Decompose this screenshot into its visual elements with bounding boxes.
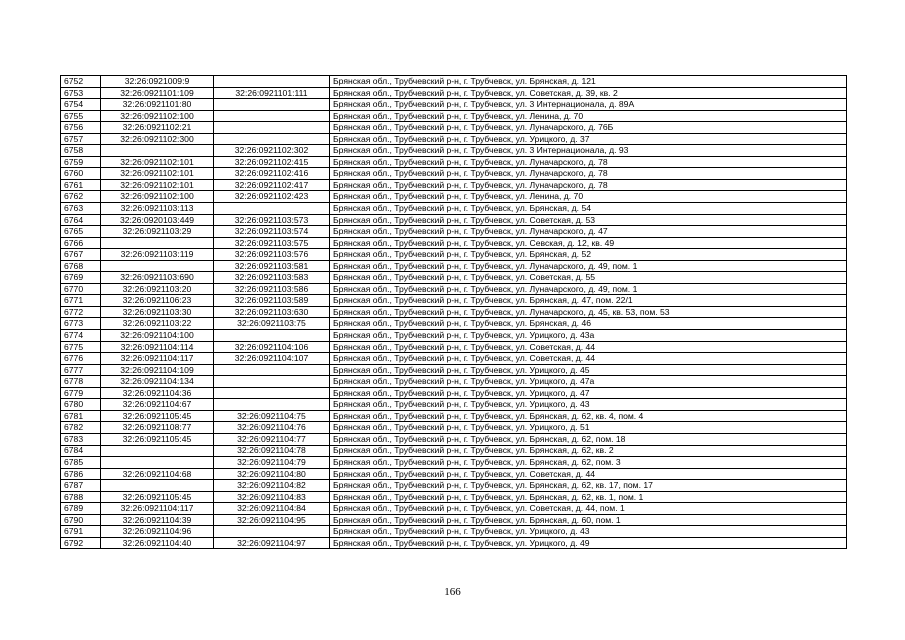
row-number-cell: 6791 xyxy=(61,526,101,538)
address-cell: Брянская обл., Трубчевский р-н, г. Трубчевск, ул. Брянская, д. 54 xyxy=(330,203,847,215)
address-cell: Брянская обл., Трубчевский р-н, г. Трубчевск, ул. Урицкого, д. 51 xyxy=(330,422,847,434)
table-row xyxy=(61,330,847,342)
table-row xyxy=(61,433,847,445)
address-cell: Брянская обл., Трубчевский р-н, г. Трубчевск, ул. Урицкого, д. 49 xyxy=(330,537,847,549)
cadastral-number-object-cell xyxy=(214,399,330,411)
cadastral-number-object-cell: 32:26:0921101:111 xyxy=(214,87,330,99)
cadastral-number-parcel-cell xyxy=(101,457,214,469)
address-cell: Брянская обл., Трубчевский р-н, г. Трубчевск, ул. Урицкого, д. 43а xyxy=(330,330,847,342)
address-cell: Брянская обл., Трубчевский р-н, г. Трубчевск, ул. Урицкого, д. 47а xyxy=(330,376,847,388)
cadastral-number-parcel-cell: 32:26:0921009:9 xyxy=(101,76,214,88)
cadastral-number-object-cell xyxy=(214,99,330,111)
row-number-cell: 6754 xyxy=(61,99,101,111)
cadastral-number-parcel-cell: 32:26:0921102:101 xyxy=(101,156,214,168)
cadastral-number-parcel-cell: 32:26:0921104:40 xyxy=(101,537,214,549)
cadastral-number-object-cell: 32:26:0921103:574 xyxy=(214,226,330,238)
cadastral-number-object-cell xyxy=(214,330,330,342)
address-cell: Брянская обл., Трубчевский р-н, г. Трубчевск, ул. Урицкого, д. 37 xyxy=(330,133,847,145)
table-row xyxy=(61,110,847,122)
address-cell: Брянская обл., Трубчевский р-н, г. Трубчевск, ул. Советская, д. 44, пом. 1 xyxy=(330,503,847,515)
cadastral-number-parcel-cell: 32:26:0921102:300 xyxy=(101,133,214,145)
address-cell: Брянская обл., Трубчевский р-н, г. Трубчевск, ул. Луначарского, д. 47 xyxy=(330,226,847,238)
table-row xyxy=(61,168,847,180)
cadastral-number-object-cell: 32:26:0921104:97 xyxy=(214,537,330,549)
address-cell: Брянская обл., Трубчевский р-н, г. Трубчевск, ул. Брянская, д. 62, кв. 17, пом. 17 xyxy=(330,480,847,492)
row-number-cell: 6785 xyxy=(61,457,101,469)
cadastral-number-object-cell: 32:26:0921103:576 xyxy=(214,249,330,261)
table-row xyxy=(61,341,847,353)
table-row xyxy=(61,214,847,226)
property-table xyxy=(60,75,847,549)
table-row xyxy=(61,364,847,376)
table-row xyxy=(61,410,847,422)
cadastral-number-parcel-cell: 32:26:0921102:100 xyxy=(101,191,214,203)
address-cell: Брянская обл., Трубчевский р-н, г. Трубчевск, ул. Урицкого, д. 43 xyxy=(330,526,847,538)
cadastral-number-object-cell xyxy=(214,203,330,215)
cadastral-number-parcel-cell xyxy=(101,237,214,249)
row-number-cell: 6776 xyxy=(61,353,101,365)
row-number-cell: 6787 xyxy=(61,480,101,492)
cadastral-number-parcel-cell: 32:26:0921104:117 xyxy=(101,353,214,365)
cadastral-number-parcel-cell: 32:26:0921104:39 xyxy=(101,514,214,526)
cadastral-number-object-cell xyxy=(214,110,330,122)
cadastral-number-parcel-cell xyxy=(101,260,214,272)
cadastral-number-parcel-cell xyxy=(101,145,214,157)
address-cell: Брянская обл., Трубчевский р-н, г. Трубчевск, ул. Советская, д. 44 xyxy=(330,353,847,365)
cadastral-number-object-cell xyxy=(214,76,330,88)
row-number-cell: 6755 xyxy=(61,110,101,122)
table-row xyxy=(61,145,847,157)
cadastral-number-object-cell xyxy=(214,364,330,376)
address-cell: Брянская обл., Трубчевский р-н, г. Трубчевск, ул. Советская, д. 39, кв. 2 xyxy=(330,87,847,99)
cadastral-number-object-cell: 32:26:0921102:423 xyxy=(214,191,330,203)
row-number-cell: 6773 xyxy=(61,318,101,330)
row-number-cell: 6760 xyxy=(61,168,101,180)
row-number-cell: 6789 xyxy=(61,503,101,515)
row-number-cell: 6779 xyxy=(61,387,101,399)
cadastral-number-object-cell: 32:26:0921102:416 xyxy=(214,168,330,180)
cadastral-number-parcel-cell: 32:26:0921104:109 xyxy=(101,364,214,376)
row-number-cell: 6780 xyxy=(61,399,101,411)
row-number-cell: 6762 xyxy=(61,191,101,203)
cadastral-number-object-cell xyxy=(214,376,330,388)
row-number-cell: 6771 xyxy=(61,295,101,307)
row-number-cell: 6767 xyxy=(61,249,101,261)
address-cell: Брянская обл., Трубчевский р-н, г. Трубчевск, ул. 3 Интернационала, д. 93 xyxy=(330,145,847,157)
address-cell: Брянская обл., Трубчевский р-н, г. Трубчевск, ул. 3 Интернационала, д. 89А xyxy=(330,99,847,111)
table-row xyxy=(61,203,847,215)
cadastral-number-parcel-cell: 32:26:0921105:45 xyxy=(101,410,214,422)
address-cell: Брянская обл., Трубчевский р-н, г. Трубчевск, ул. Луначарского, д. 78 xyxy=(330,168,847,180)
cadastral-number-parcel-cell: 32:26:0921103:29 xyxy=(101,226,214,238)
cadastral-number-object-cell xyxy=(214,526,330,538)
row-number-cell: 6784 xyxy=(61,445,101,457)
table-row xyxy=(61,191,847,203)
cadastral-number-parcel-cell: 32:26:0921103:690 xyxy=(101,272,214,284)
cadastral-number-parcel-cell xyxy=(101,480,214,492)
cadastral-number-parcel-cell: 32:26:0921104:36 xyxy=(101,387,214,399)
cadastral-number-parcel-cell: 32:26:0921106:23 xyxy=(101,295,214,307)
cadastral-number-object-cell: 32:26:0921103:583 xyxy=(214,272,330,284)
cadastral-number-parcel-cell: 32:26:0921104:96 xyxy=(101,526,214,538)
cadastral-number-object-cell: 32:26:0921103:589 xyxy=(214,295,330,307)
cadastral-number-parcel-cell: 32:26:0920103:449 xyxy=(101,214,214,226)
table-row xyxy=(61,537,847,549)
table-row xyxy=(61,87,847,99)
table-row xyxy=(61,445,847,457)
cadastral-number-object-cell: 32:26:0921104:107 xyxy=(214,353,330,365)
cadastral-number-object-cell: 32:26:0921102:302 xyxy=(214,145,330,157)
cadastral-number-object-cell: 32:26:0921104:80 xyxy=(214,468,330,480)
row-number-cell: 6775 xyxy=(61,341,101,353)
cadastral-number-object-cell xyxy=(214,122,330,134)
table-row xyxy=(61,526,847,538)
row-number-cell: 6778 xyxy=(61,376,101,388)
cadastral-number-object-cell: 32:26:0921104:77 xyxy=(214,433,330,445)
row-number-cell: 6763 xyxy=(61,203,101,215)
cadastral-number-object-cell: 32:26:0921103:630 xyxy=(214,306,330,318)
table-row xyxy=(61,318,847,330)
row-number-cell: 6783 xyxy=(61,433,101,445)
row-number-cell: 6788 xyxy=(61,491,101,503)
row-number-cell: 6759 xyxy=(61,156,101,168)
row-number-cell: 6782 xyxy=(61,422,101,434)
address-cell: Брянская обл., Трубчевский р-н, г. Трубчевск, ул. Брянская, д. 47, пом. 22/1 xyxy=(330,295,847,307)
row-number-cell: 6770 xyxy=(61,283,101,295)
row-number-cell: 6772 xyxy=(61,306,101,318)
table-row xyxy=(61,306,847,318)
table-row xyxy=(61,179,847,191)
row-number-cell: 6761 xyxy=(61,179,101,191)
row-number-cell: 6786 xyxy=(61,468,101,480)
cadastral-number-parcel-cell: 32:26:0921104:114 xyxy=(101,341,214,353)
table-row xyxy=(61,122,847,134)
table-row xyxy=(61,353,847,365)
cadastral-number-parcel-cell: 32:26:0921102:100 xyxy=(101,110,214,122)
cadastral-number-parcel-cell: 32:26:0921108:77 xyxy=(101,422,214,434)
address-cell: Брянская обл., Трубчевский р-н, г. Трубчевск, ул. Советская, д. 55 xyxy=(330,272,847,284)
row-number-cell: 6756 xyxy=(61,122,101,134)
address-cell: Брянская обл., Трубчевский р-н, г. Трубчевск, ул. Урицкого, д. 45 xyxy=(330,364,847,376)
address-cell: Брянская обл., Трубчевский р-н, г. Трубчевск, ул. Брянская, д. 52 xyxy=(330,249,847,261)
table-row xyxy=(61,133,847,145)
address-cell: Брянская обл., Трубчевский р-н, г. Трубчевск, ул. Брянская, д. 46 xyxy=(330,318,847,330)
address-cell: Брянская обл., Трубчевский р-н, г. Трубчевск, ул. Луначарского, д. 49, пом. 1 xyxy=(330,260,847,272)
cadastral-number-parcel-cell: 32:26:0921104:117 xyxy=(101,503,214,515)
row-number-cell: 6792 xyxy=(61,537,101,549)
cadastral-number-object-cell: 32:26:0921103:581 xyxy=(214,260,330,272)
cadastral-number-object-cell: 32:26:0921104:83 xyxy=(214,491,330,503)
table-row xyxy=(61,156,847,168)
table-row xyxy=(61,457,847,469)
cadastral-number-parcel-cell: 32:26:0921103:20 xyxy=(101,283,214,295)
address-cell: Брянская обл., Трубчевский р-н, г. Трубчевск, ул. Брянская, д. 60, пом. 1 xyxy=(330,514,847,526)
address-cell: Брянская обл., Трубчевский р-н, г. Трубчевск, ул. Ленина, д. 70 xyxy=(330,191,847,203)
row-number-cell: 6753 xyxy=(61,87,101,99)
table-row xyxy=(61,480,847,492)
cadastral-number-parcel-cell: 32:26:0921104:68 xyxy=(101,468,214,480)
cadastral-number-object-cell xyxy=(214,133,330,145)
address-cell: Брянская обл., Трубчевский р-н, г. Трубчевск, ул. Луначарского, д. 78 xyxy=(330,179,847,191)
cadastral-number-parcel-cell: 32:26:0921103:113 xyxy=(101,203,214,215)
cadastral-number-object-cell: 32:26:0921103:586 xyxy=(214,283,330,295)
row-number-cell: 6758 xyxy=(61,145,101,157)
cadastral-number-parcel-cell: 32:26:0921101:109 xyxy=(101,87,214,99)
cadastral-number-object-cell: 32:26:0921104:78 xyxy=(214,445,330,457)
cadastral-number-parcel-cell: 32:26:0921101:80 xyxy=(101,99,214,111)
cadastral-number-object-cell: 32:26:0921104:79 xyxy=(214,457,330,469)
row-number-cell: 6757 xyxy=(61,133,101,145)
page-number: 166 xyxy=(444,586,461,598)
cadastral-number-object-cell: 32:26:0921102:417 xyxy=(214,179,330,191)
address-cell: Брянская обл., Трубчевский р-н, г. Трубчевск, ул. Урицкого, д. 47 xyxy=(330,387,847,399)
table-row xyxy=(61,514,847,526)
table-row xyxy=(61,399,847,411)
row-number-cell: 6790 xyxy=(61,514,101,526)
cadastral-number-parcel-cell: 32:26:0921103:30 xyxy=(101,306,214,318)
cadastral-number-object-cell: 32:26:0921104:82 xyxy=(214,480,330,492)
table-row xyxy=(61,260,847,272)
cadastral-number-parcel-cell: 32:26:0921104:67 xyxy=(101,399,214,411)
address-cell: Брянская обл., Трубчевский р-н, г. Трубчевск, ул. Советская, д. 44 xyxy=(330,468,847,480)
cadastral-number-object-cell: 32:26:0921104:106 xyxy=(214,341,330,353)
row-number-cell: 6766 xyxy=(61,237,101,249)
table-row xyxy=(61,468,847,480)
cadastral-number-object-cell: 32:26:0921103:75 xyxy=(214,318,330,330)
table-row xyxy=(61,226,847,238)
cadastral-number-parcel-cell: 32:26:0921102:101 xyxy=(101,179,214,191)
cadastral-number-parcel-cell: 32:26:0921104:134 xyxy=(101,376,214,388)
cadastral-number-object-cell: 32:26:0921104:84 xyxy=(214,503,330,515)
table-row xyxy=(61,387,847,399)
cadastral-number-object-cell: 32:26:0921102:415 xyxy=(214,156,330,168)
table-row xyxy=(61,237,847,249)
table-row xyxy=(61,491,847,503)
row-number-cell: 6769 xyxy=(61,272,101,284)
table-row xyxy=(61,76,847,88)
table-row xyxy=(61,503,847,515)
cadastral-number-parcel-cell: 32:26:0921104:100 xyxy=(101,330,214,342)
row-number-cell: 6764 xyxy=(61,214,101,226)
table-row xyxy=(61,376,847,388)
table-row xyxy=(61,272,847,284)
cadastral-number-object-cell: 32:26:0921103:573 xyxy=(214,214,330,226)
table-row xyxy=(61,249,847,261)
table-body xyxy=(61,76,847,549)
cadastral-number-object-cell xyxy=(214,387,330,399)
cadastral-number-object-cell: 32:26:0921104:76 xyxy=(214,422,330,434)
row-number-cell: 6774 xyxy=(61,330,101,342)
address-cell: Брянская обл., Трубчевский р-н, г. Трубчевск, ул. Луначарского, д. 49, пом. 1 xyxy=(330,283,847,295)
cadastral-number-parcel-cell xyxy=(101,445,214,457)
row-number-cell: 6777 xyxy=(61,364,101,376)
address-cell: Брянская обл., Трубчевский р-н, г. Трубчевск, ул. Луначарского, д. 45, кв. 53, пом. 53 xyxy=(330,306,847,318)
address-cell: Брянская обл., Трубчевский р-н, г. Трубчевск, ул. Брянская, д. 62, кв. 2 xyxy=(330,445,847,457)
address-cell: Брянская обл., Трубчевский р-н, г. Трубчевск, ул. Брянская, д. 62, пом. 18 xyxy=(330,433,847,445)
table-row xyxy=(61,99,847,111)
cadastral-number-parcel-cell: 32:26:0921103:22 xyxy=(101,318,214,330)
address-cell: Брянская обл., Трубчевский р-н, г. Трубчевск, ул. Советская, д. 44 xyxy=(330,341,847,353)
address-cell: Брянская обл., Трубчевский р-н, г. Трубчевск, ул. Севская, д. 12, кв. 49 xyxy=(330,237,847,249)
table-row xyxy=(61,295,847,307)
cadastral-number-parcel-cell: 32:26:0921105:45 xyxy=(101,433,214,445)
address-cell: Брянская обл., Трубчевский р-н, г. Трубчевск, ул. Луначарского, д. 76Б xyxy=(330,122,847,134)
address-cell: Брянская обл., Трубчевский р-н, г. Трубчевск, ул. Брянская, д. 62, пом. 3 xyxy=(330,457,847,469)
row-number-cell: 6752 xyxy=(61,76,101,88)
cadastral-number-parcel-cell: 32:26:0921102:21 xyxy=(101,122,214,134)
cadastral-number-object-cell: 32:26:0921103:575 xyxy=(214,237,330,249)
cadastral-number-object-cell: 32:26:0921104:75 xyxy=(214,410,330,422)
address-cell: Брянская обл., Трубчевский р-н, г. Трубчевск, ул. Брянская, д. 62, кв. 4, пом. 4 xyxy=(330,410,847,422)
address-cell: Брянская обл., Трубчевский р-н, г. Трубчевск, ул. Брянская, д. 62, кв. 1, пом. 1 xyxy=(330,491,847,503)
cadastral-number-parcel-cell: 32:26:0921102:101 xyxy=(101,168,214,180)
address-cell: Брянская обл., Трубчевский р-н, г. Трубчевск, ул. Луначарского, д. 78 xyxy=(330,156,847,168)
address-cell: Брянская обл., Трубчевский р-н, г. Трубчевск, ул. Брянская, д. 121 xyxy=(330,76,847,88)
address-cell: Брянская обл., Трубчевский р-н, г. Трубчевск, ул. Ленина, д. 70 xyxy=(330,110,847,122)
cadastral-number-parcel-cell: 32:26:0921105:45 xyxy=(101,491,214,503)
table-row xyxy=(61,283,847,295)
row-number-cell: 6765 xyxy=(61,226,101,238)
row-number-cell: 6781 xyxy=(61,410,101,422)
address-cell: Брянская обл., Трубчевский р-н, г. Трубчевск, ул. Советская, д. 53 xyxy=(330,214,847,226)
row-number-cell: 6768 xyxy=(61,260,101,272)
address-cell: Брянская обл., Трубчевский р-н, г. Трубчевск, ул. Урицкого, д. 43 xyxy=(330,399,847,411)
cadastral-number-parcel-cell: 32:26:0921103:119 xyxy=(101,249,214,261)
table-row xyxy=(61,422,847,434)
cadastral-number-object-cell: 32:26:0921104:95 xyxy=(214,514,330,526)
